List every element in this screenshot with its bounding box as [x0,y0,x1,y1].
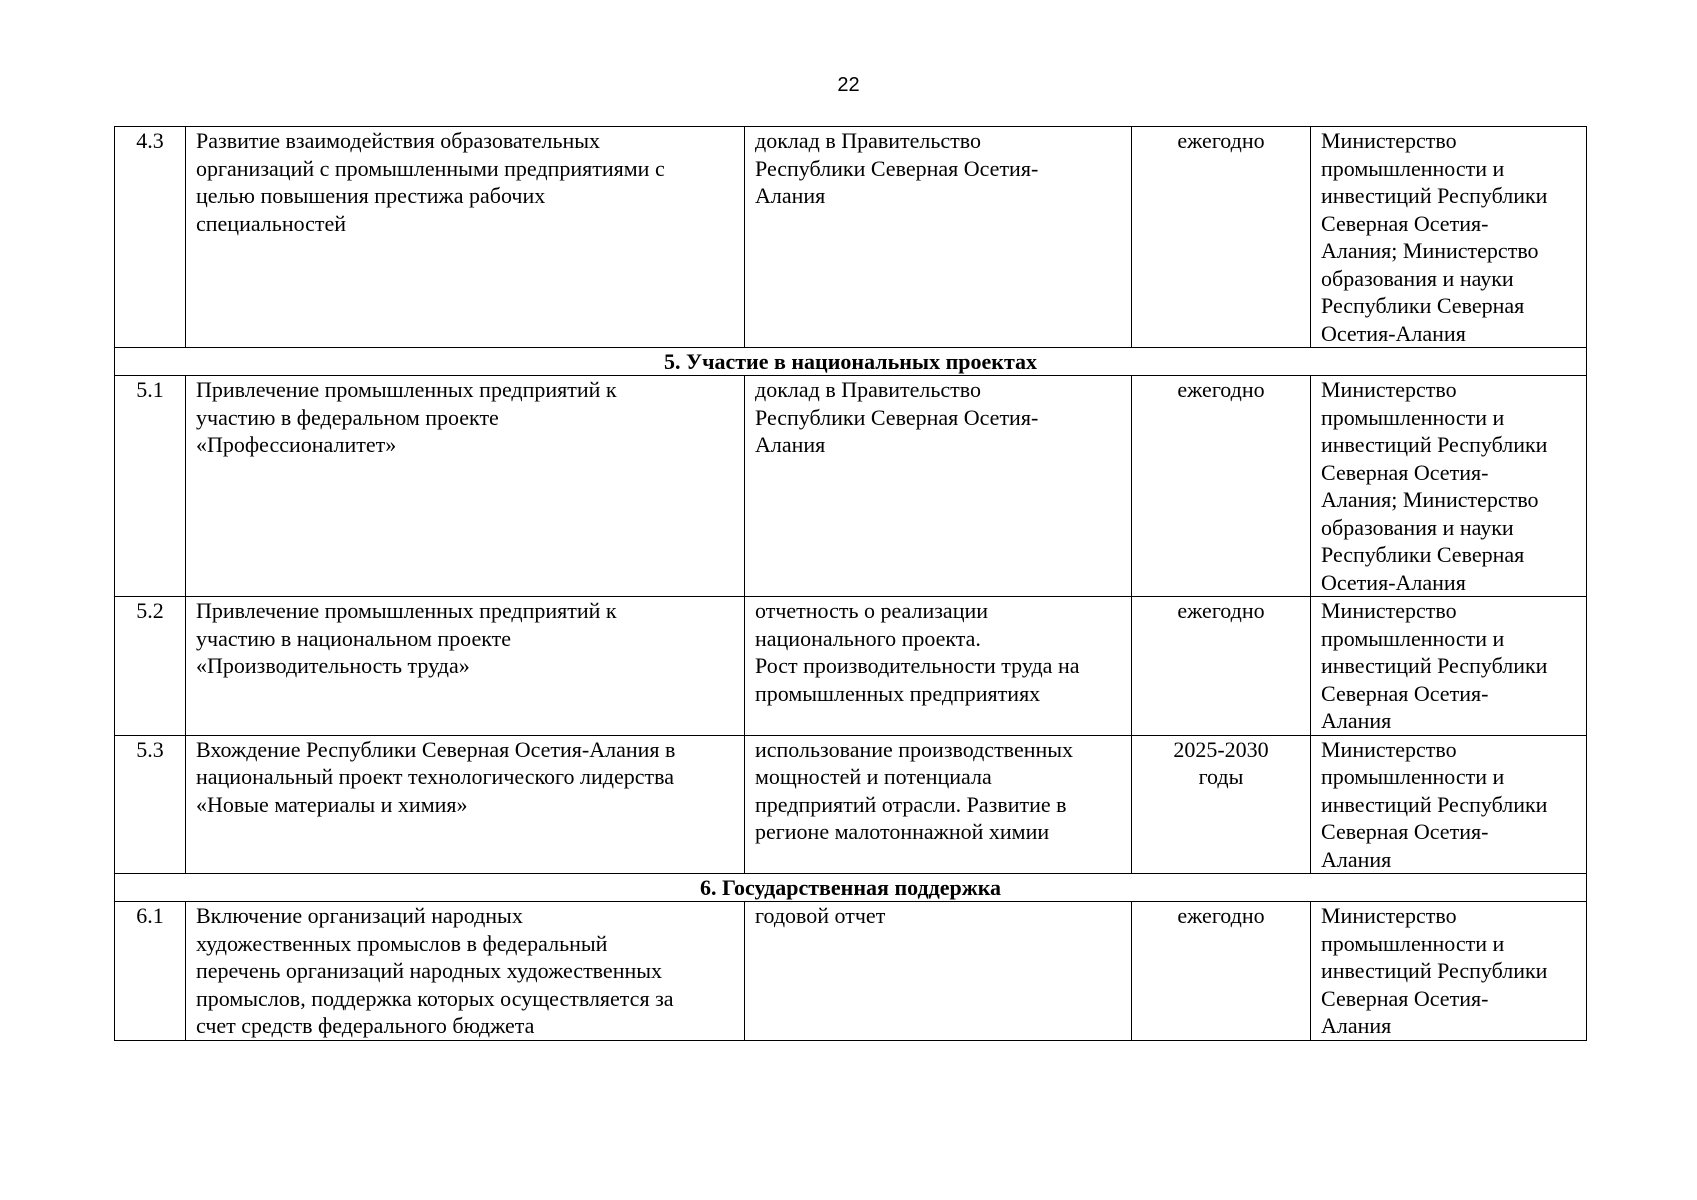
measure-description-line: участию в федеральном проекте [196,404,499,430]
measure-result-line: Республики Северная Осетия- [755,404,1039,430]
measure-description-line: счет средств федерального бюджета [196,1013,535,1038]
measure-term [1132,902,1311,1041]
measure-description [186,902,745,1041]
measure-executor-line: промышленности и [1321,625,1505,651]
measure-executor-line: инвестиций Республики [1321,432,1548,457]
measure-executor-line: Министерство [1321,598,1457,623]
measure-description-line: «Новые материалы и химия» [196,791,468,817]
measure-executor-line: промышленности и [1321,930,1505,956]
measure-description-line: «Профессионалитет» [196,432,397,457]
section-title: 5. Участие в национальных проектах [115,348,1587,376]
measure-executor-line: инвестиций Республики [1321,958,1548,983]
measure-executor-line: Северная Осетия- [1321,985,1489,1011]
measure-executor-line: инвестиций Республики [1321,183,1548,208]
measure-description-line: Привлечение промышленных предприятий к [196,598,617,623]
measure-executor [1311,597,1587,736]
measure-executor-line: Северная Осетия- [1321,680,1489,706]
measure-result-line: мощностей и потенциала [755,764,992,789]
measure-description-line: целью повышения престижа рабочих [196,183,546,208]
measure-description [186,597,745,736]
item-number: 5.2 [115,597,186,736]
measure-executor-line: Министерство [1321,128,1457,153]
table-row [115,597,1587,736]
measure-executor-line: промышленности и [1321,155,1505,181]
measure-result [745,127,1132,348]
measure-description-line: Вхождение Республики Северная Осетия-Алания в [196,736,676,762]
measure-description [186,127,745,348]
measure-executor-line: Алания [1321,708,1392,733]
measure-term [1132,597,1311,736]
measure-term [1132,376,1311,597]
measure-description-line: национальный проект технологического лидерства [196,764,674,789]
measure-executor-line: Республики Северная [1321,293,1525,318]
measure-result-line: промышленных предприятиях [755,680,1041,706]
measure-executor-line: Северная Осетия- [1321,459,1489,485]
measure-term-line: ежегодно [1177,903,1265,928]
measure-result [745,376,1132,597]
measure-result-line: национального проекта. [755,625,981,651]
measure-description [186,376,745,597]
section-title: 6. Государственная поддержка [115,874,1587,902]
measure-description [186,735,745,874]
measure-executor-line: Алания; Министерство [1321,238,1539,263]
measure-result-line: предприятий отрасли. Развитие в [755,791,1067,817]
measure-executor-line: Северная Осетия- [1321,819,1489,844]
measure-result-line: регионе малотоннажной химии [755,819,1050,844]
table-row [115,127,1587,348]
measure-executor-line: Министерство [1321,736,1457,762]
measure-term [1132,127,1311,348]
measure-executor-line: промышленности и [1321,764,1505,789]
table-row [115,735,1587,874]
item-number: 6.1 [115,902,186,1041]
measure-executor-line: образования и науки [1321,265,1514,291]
section-header-row [115,348,1587,376]
measure-result-line: годовой отчет [755,903,886,928]
measure-result-line: использование производственных [755,736,1074,762]
measure-executor [1311,376,1587,597]
measure-description-line: Развитие взаимодействия образовательных [196,128,601,153]
measure-executor [1311,735,1587,874]
measure-executor-line: Осетия-Алания [1321,569,1466,595]
measure-executor-line: инвестиций Республики [1321,653,1548,678]
measure-term [1132,735,1311,874]
measure-executor-line: образования и науки [1321,514,1514,540]
measure-executor-line: Северная Осетия- [1321,210,1489,236]
item-number: 5.1 [115,376,186,597]
measure-description-line: участию в национальном проекте [196,625,511,651]
measure-executor-line: инвестиций Республики [1321,791,1548,817]
measure-description-line: организаций с промышленными предприятиями с [196,155,665,181]
measure-description-line: Включение организаций народных [196,903,523,928]
measure-term-line: ежегодно [1177,598,1265,623]
measure-executor-line: Осетия-Алания [1321,320,1466,346]
measure-result-line: доклад в Правительство [755,128,982,153]
measure-executor-line: Министерство [1321,903,1457,928]
measure-result-line: Алания [755,432,826,457]
table-row [115,902,1587,1041]
page-number: 22 [837,74,860,96]
measure-result-line: Алания [755,183,826,208]
measure-result-line: Республики Северная Осетия- [755,155,1039,181]
measure-result [745,597,1132,736]
measure-description-line: промыслов, поддержка которых осуществляется за [196,985,674,1011]
item-number: 4.3 [115,127,186,348]
measure-description-line: «Производительность труда» [196,653,470,678]
section-header-row [115,874,1587,902]
measure-description-line: перечень организаций народных художественных [196,958,663,983]
measure-result-line: отчетность о реализации [755,598,989,623]
measure-executor-line: Республики Северная [1321,542,1525,567]
table-row [115,376,1587,597]
measure-executor-line: Алания; Министерство [1321,487,1539,512]
measure-executor [1311,127,1587,348]
measure-result-line: доклад в Правительство [755,377,982,402]
measure-term-line: ежегодно [1177,128,1265,153]
measure-executor-line: Алания [1321,1013,1392,1038]
measure-description-line: специальностей [196,210,347,236]
measure-term-line: годы [1198,764,1244,789]
measure-executor [1311,902,1587,1041]
measure-result [745,735,1132,874]
measure-executor-line: Министерство [1321,377,1457,402]
measure-executor-line: промышленности и [1321,404,1505,430]
measure-description-line: Привлечение промышленных предприятий к [196,377,617,402]
measure-executor-line: Алания [1321,846,1392,872]
measure-description-line: художественных промыслов в федеральный [196,930,608,956]
measure-result [745,902,1132,1041]
measure-term-line: ежегодно [1177,377,1265,402]
item-number: 5.3 [115,735,186,874]
measure-term-line: 2025-2030 [1173,736,1269,762]
measures-table [114,126,1587,1041]
measure-result-line: Рост производительности труда на [755,653,1080,678]
table-body [115,127,1587,1041]
